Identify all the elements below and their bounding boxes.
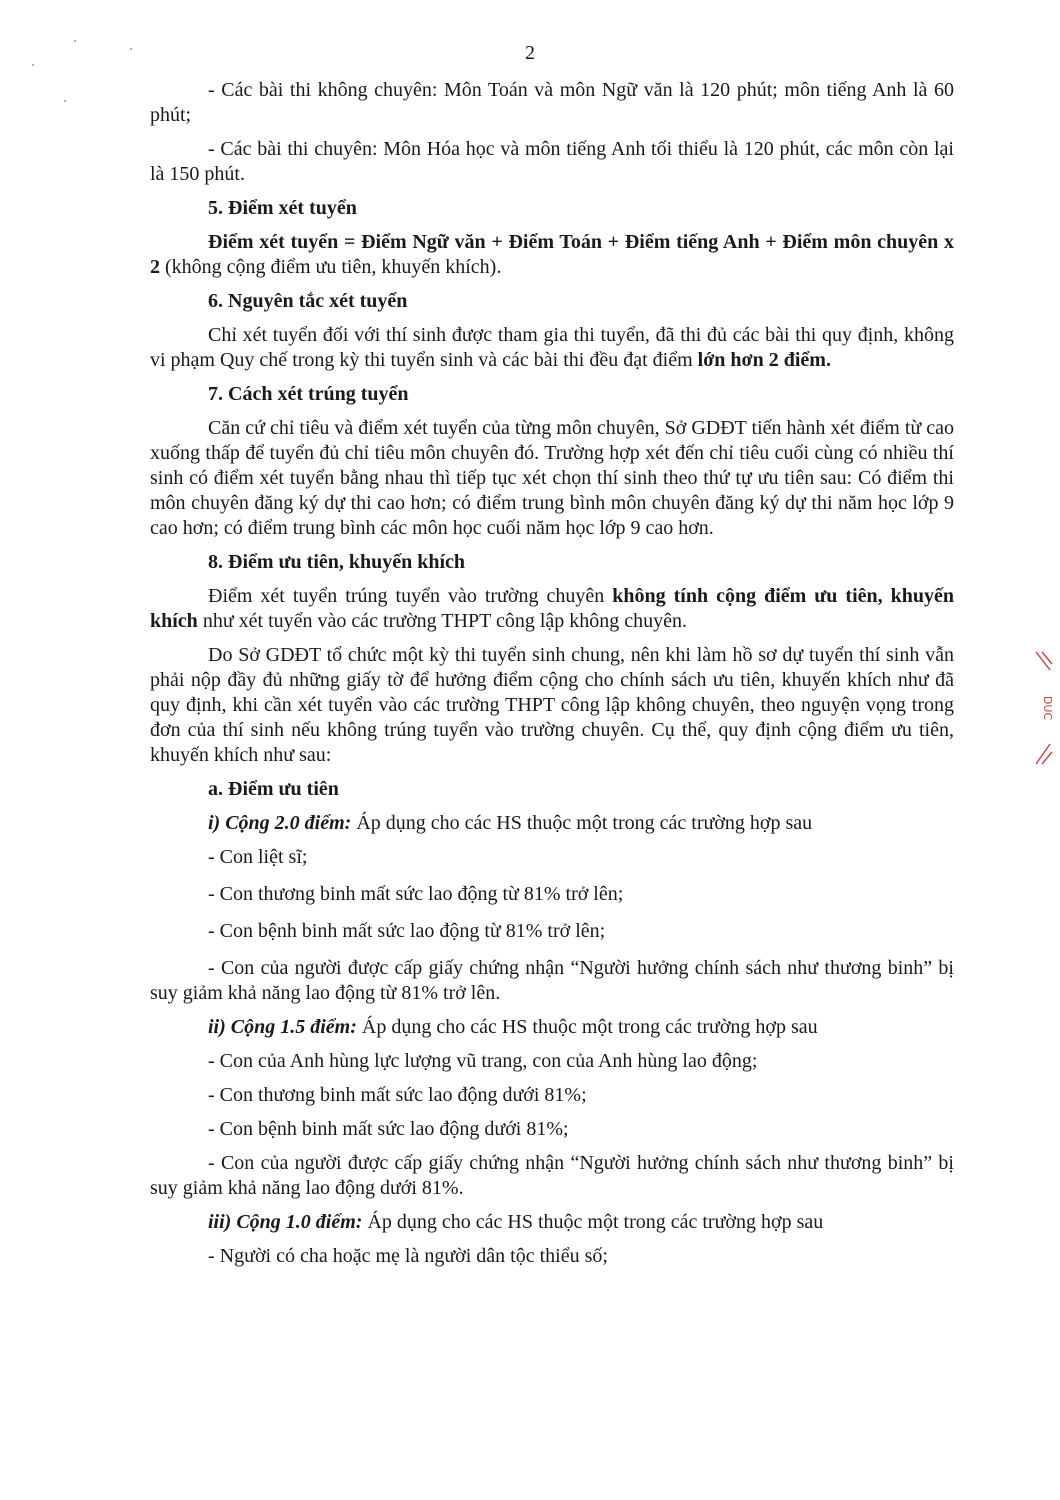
list-item: - Con liệt sĩ; [208,846,308,868]
tier-3-label: iii) Cộng 1.0 điểm: [208,1211,363,1233]
formula-note: (không cộng điểm ưu tiên, khuyến khích). [160,256,502,278]
stamp-text: DUC [1041,695,1054,721]
formula-bold: Điểm xét tuyển = Điểm Ngữ văn + Điểm Toán + Điểm tiếng Anh + Điểm môn chuyên x 2 [150,231,954,278]
section-6-bold: lớn hơn 2 điểm. [697,349,831,371]
list-item: - Con thương binh mất sức lao động từ 81% trở lên; [208,883,624,905]
section-5-heading: 5. Điểm xét tuyển [208,197,357,219]
section-6-heading: 6. Nguyên tắc xét tuyển [208,290,408,312]
section-8-heading: 8. Điểm ưu tiên, khuyến khích [208,551,466,573]
exam-time-non-specialized: - Các bài thi không chuyên: Môn Toán và môn Ngữ văn là 120 phút; môn tiếng Anh là 60 phút; [150,79,954,126]
tier-2-intro: ii) Cộng 1.5 điểm: Áp dụng cho các HS thuộc một trong các trường hợp sau [208,1016,818,1038]
list-item: - Con bệnh binh mất sức lao động dưới 81%; [208,1118,569,1140]
tier-3-intro: iii) Cộng 1.0 điểm: Áp dụng cho các HS thuộc một trong các trường hợp sau [208,1211,824,1233]
tier-2-label: ii) Cộng 1.5 điểm: [208,1016,357,1038]
section-7-heading: 7. Cách xét trúng tuyển [208,383,409,405]
section-7-text: Căn cứ chỉ tiêu và điểm xét tuyển của từng môn chuyên, Sở GDĐT tiến hành xét điểm từ cao xuống thấp để tuyển đủ chỉ tiêu môn chuyên đó. Trường hợp xét đến chỉ tiêu cuối cùng có nhiều thí sinh có điểm xét tuyển bằng nhau thì tiếp tục xét chọn thí sinh theo thứ tự ưu tiên sau: Có điểm thi môn chuyên đăng ký dự thi cao hơn; có điểm trung bình môn chuyên đăng ký dự thi năm học lớp 9 cao hơn; có điểm trung bình các môn học cuối năm học lớp 9 cao hơn. [150,417,954,539]
list-item: - Con của người được cấp giấy chứng nhận “Người hưởng chính sách như thương binh” bị suy giảm khả năng lao động từ 81% trở lên. [150,957,954,1004]
tier-1-intro: i) Cộng 2.0 điểm: Áp dụng cho các HS thuộc một trong các trường hợp sau [208,812,813,834]
section-8-paragraph-2: Do Sở GDĐT tổ chức một kỳ thi tuyển sinh chung, nên khi làm hồ sơ dự tuyển thí sinh vẫn phải nộp đầy đủ những giấy tờ để hưởng điểm cộng cho chính sách ưu tiên, khuyến khích như đã quy định, khi cần xét tuyển vào các trường THPT công lập không chuyên, theo nguyện vọng trong đơn của thí sinh nếu không trúng tuyển vào trường chuyên. Cụ thể, quy định cộng điểm ưu tiên, khuyến khích như sau: [150,644,954,766]
list-item: - Con bệnh binh mất sức lao động từ 81% trở lên; [208,920,606,942]
list-item: - Con của người được cấp giấy chứng nhận “Người hưởng chính sách như thương binh” bị suy giảm khả năng lao động dưới 81%. [150,1152,954,1199]
section-6-text: Chỉ xét tuyển đối với thí sinh được tham gia thi tuyển, đã thi đủ các bài thi quy định, không vi phạm Quy chế trong kỳ thi tuyển sinh và các bài thi đều đạt điểm lớn hơn 2 điểm. [150,324,954,371]
section-8-paragraph-1: Điểm xét tuyển trúng tuyển vào trường chuyên không tính cộng điểm ưu tiên, khuyến khích như xét tuyển vào các trường THPT công lập không chuyên. [150,585,955,632]
exam-time-specialized: - Các bài thi chuyên: Môn Hóa học và môn tiếng Anh tối thiểu là 120 phút, các môn còn lại là 150 phút. [150,138,954,185]
page-number: 2 [525,42,535,64]
list-item: - Con thương binh mất sức lao động dưới 81%; [208,1084,587,1106]
priority-subheading: a. Điểm ưu tiên [208,778,339,800]
list-item: - Người có cha hoặc mẹ là người dân tộc thiểu số; [208,1245,608,1267]
tier-1-label: i) Cộng 2.0 điểm: [208,812,352,834]
section-5-formula [150,230,954,280]
list-item: - Con của Anh hùng lực lượng vũ trang, con của Anh hùng lao động; [208,1050,758,1072]
document-body [150,78,954,1278]
stamp-mark [1032,648,1056,768]
section-8-bold: không tính cộng điểm ưu tiên, khuyến khích [150,585,955,632]
